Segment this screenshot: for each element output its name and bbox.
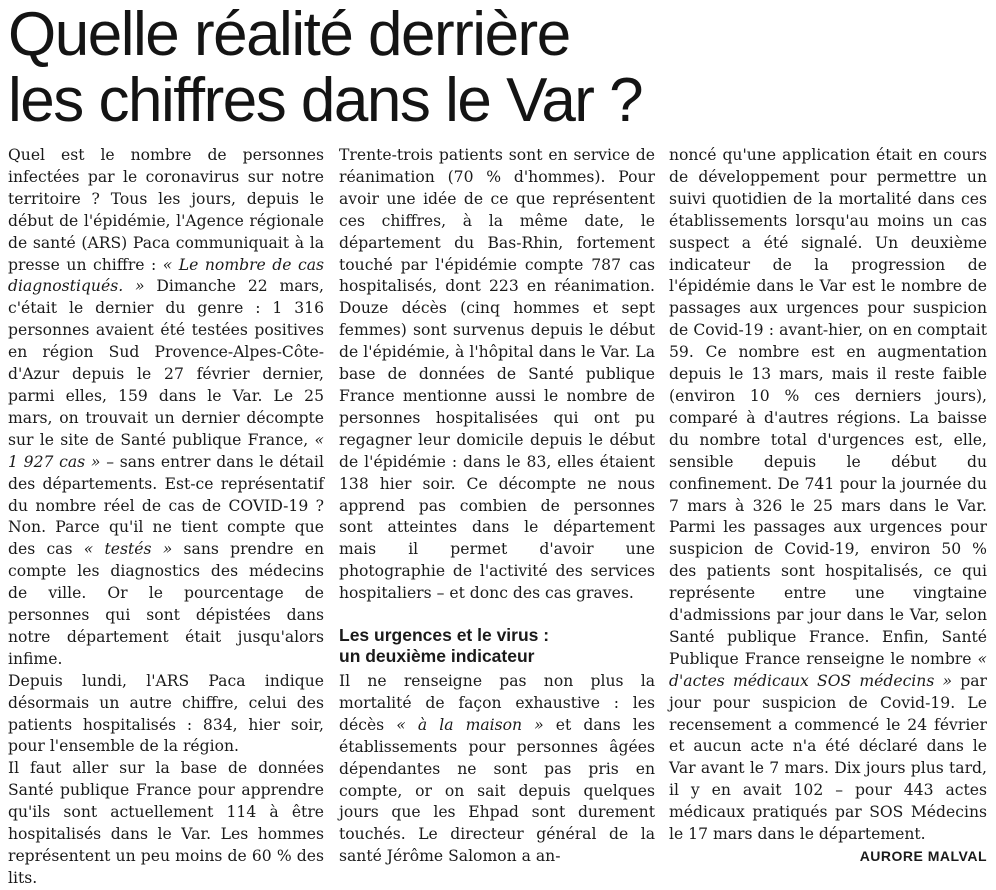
article-headline (8, 2, 988, 134)
text-run: Quel est le nombre de personnes infectées par le coronavirus sur notre territoire ? Tous les jours, depuis le début de l'épidémie, l'Agence régionale de santé (ARS) Paca communiquait à la presse un chiffre : (8, 146, 324, 274)
text-run: noncé qu'une application était en cours de développement pour permettre un suivi quotidien de la mortalité dans ces établissements lorsqu'au moins un cas suspect a été signalé. Un deuxième indicateur de la progression de l'épidémie dans le Var est le nombre de passages aux urgences pour suspicion de Covid-19 : avant-hier, on en comptait 59. Ce nombre est en augmentation depuis le 13 mars, mais il reste faible (environ 10 % ces derniers jours), comparé à d'autres régions. La baisse du nombre total d'urgences est, elle, sensible depuis le début du confinement. De 741 pour la journée du 7 mars à 326 le 25 mars dans le Var. Parmi les passages aux urgences pour suspicion de Covid-19, environ 50 % des patients sont hospitalisés, ce qui représente entre une vingtaine d'admissions par jour dans le Var, selon Santé publique France. Enfin, Santé Publique France renseigne le nombre (669, 146, 987, 668)
quote: « testés » (83, 540, 173, 559)
quote: « Le nombre de cas diagnostiqués. » (8, 255, 325, 296)
headline-line-1: Quelle réalité derrière (8, 0, 570, 69)
subheading-line-2: un deuxième indicateur (339, 646, 535, 667)
paragraph (339, 671, 655, 868)
text-run: et dans les établissements pour personnes âgées dépendantes ne sont pas pris en compte, or on sait depuis quelques jours que les Ehpad sont durement touchés. Le directeur général de la santé Jérôme Salomon a an- (339, 715, 655, 866)
quote: « 1 927 cas » (8, 430, 324, 471)
paragraph (8, 145, 324, 671)
text-run: – sans entrer dans le détail des départements. Est-ce représentatif du nombre réel de cas de COVID-19 ? Non. Parce qu'il ne tient compte que des cas (8, 452, 324, 559)
text-run: Dimanche 22 mars, c'était le dernier du genre : 1 316 personnes avaient été testées positives en région Sud Provence-Alpes-Côte-d'Azur depuis le 27 février dernier, parmi elles, 159 dans le Var. Le 25 mars, on trouvait un dernier décompte sur le site de Santé publique France, (8, 277, 324, 449)
article-column-3 (669, 145, 987, 865)
subheading-line-1: Les urgences et le virus : (339, 625, 550, 646)
text-run: Il ne renseigne pas non plus la mortalité de façon exhaustive : les décès (339, 672, 655, 734)
article-column-2 (339, 145, 655, 865)
section-subheading (339, 625, 655, 667)
paragraph: Depuis lundi, l'ARS Paca indique désormais un autre chiffre, celui des patients hospitalisés : 834, hier soir, pour l'ensemble de la région. (8, 671, 324, 756)
paragraph: Il faut aller sur la base de données Santé publique France pour apprendre qu'ils sont actuellement 114 à être hospitalisés dans le Var. Les hommes représentent un peu moins de 60 % des lits. (8, 759, 324, 887)
paragraph (669, 145, 987, 864)
author-byline: AURORE MALVAL (859, 848, 987, 864)
quote: « d'actes médicaux SOS médecins » (669, 649, 987, 690)
quote: « à la maison » (396, 715, 544, 734)
text-run: sans prendre en compte les diagnostics des médecins de ville. Or le pourcentage de personnes qui sont dépistées dans notre département était jusqu'alors infime. (8, 540, 324, 668)
article-column-1 (8, 145, 325, 887)
headline-line-2: les chiffres dans le Var ? (8, 66, 643, 135)
paragraph: Trente-trois patients sont en service de réanimation (70 % d'hommes). Pour avoir une idée de ce que représentent ces chiffres, à la même date, le département du Bas-Rhin, fortement touché par l'épidémie compte 787 cas hospitalisés, dont 223 en réanimation. Douze décès (cinq hommes et sept femmes) sont survenus depuis le début de l'épidémie, à l'hôpital dans le Var. La base de données de Santé publique France mentionne aussi le nombre de personnes hospitalisées qui ont pu regagner leur domicile depuis le début de l'épidémie : dans le 83, elles étaient 138 hier soir. Ce décompte ne nous apprend pas combien de personnes sont atteintes dans le département mais il permet d'avoir une photographie de l'activité des services hospitaliers – et donc des cas graves. (339, 146, 655, 603)
text-run: par jour pour suspicion de Covid-19. Le recensement a commencé le 24 février et aucun acte n'a été déclaré dans le Var avant le 7 mars. Dix jours plus tard, il y en avait 102 – pour 443 actes médicaux pratiqués par SOS Médecins le 17 mars dans le département. (669, 671, 987, 844)
